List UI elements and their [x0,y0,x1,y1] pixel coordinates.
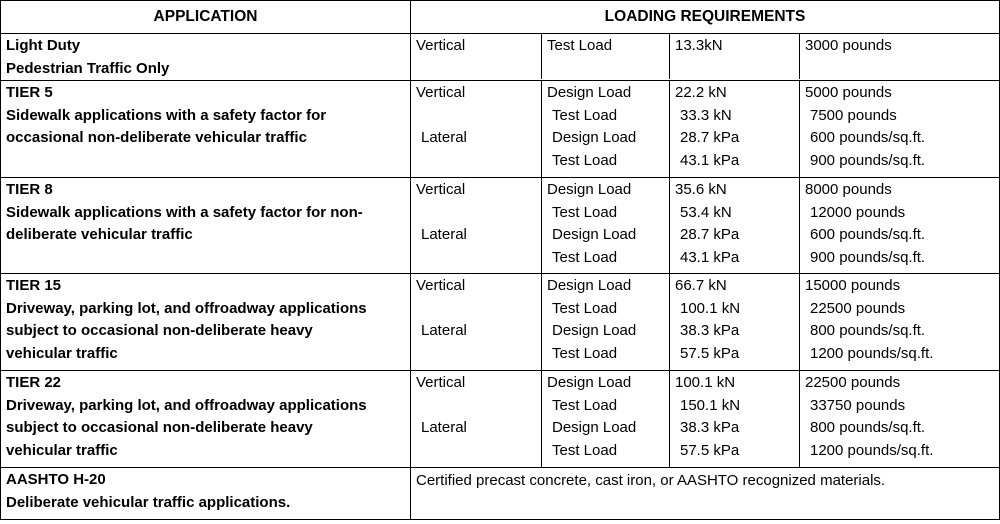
load-type-column [542,274,670,370]
requirements-grid [411,371,999,467]
imperial-value-column [800,81,999,177]
load-direction: Vertical [416,37,466,54]
table-body [1,34,1000,520]
table-row [1,468,1000,520]
imperial-value: 600 pounds/sq.ft. [810,129,926,146]
metric-value: 28.7 kPa [680,226,740,243]
metric-value: 13.3kN [675,37,723,54]
load-direction-column [411,34,542,79]
requirements-grid [411,34,999,79]
metric-value: 100.1 kN [680,299,741,317]
header-application: APPLICATION [1,1,411,34]
imperial-value: 900 pounds/sq.ft. [810,151,926,169]
metric-value-column [670,274,800,370]
load-type: Design Load [552,226,637,243]
load-direction-column [411,81,542,177]
imperial-value: 5000 pounds [805,84,892,101]
imperial-value: 22500 pounds [810,299,906,317]
load-direction [416,105,541,128]
load-type: Test Load [552,203,618,221]
imperial-value-column [800,34,999,79]
load-type: Test Load [552,299,618,317]
load-direction: Vertical [416,181,466,198]
load-type: Design Load [552,419,637,436]
load-direction-column [411,274,542,370]
requirements-cell [411,178,1000,274]
load-direction: Lateral [421,322,467,339]
application-cell [1,81,411,178]
load-type: Design Load [547,181,632,198]
application-description-line: Sidewalk applications with a safety factor for [6,106,327,124]
load-direction [416,395,541,418]
load-direction [416,58,541,80]
imperial-value: 1200 pounds/sq.ft. [810,441,934,459]
application-description-line: deliberate vehicular traffic [6,226,193,243]
application-title: TIER 5 [6,84,53,101]
load-type: Design Load [552,129,637,146]
metric-value: 38.3 kPa [680,322,740,339]
imperial-value: 600 pounds/sq.ft. [810,226,926,243]
application-description-line: Deliberate vehicular traffic applications. [6,493,291,511]
metric-value: 38.3 kPa [680,419,740,436]
imperial-value: 3000 pounds [805,37,892,54]
requirements-grid [411,178,999,273]
table-row [1,81,1000,178]
load-direction: Lateral [421,419,467,436]
metric-value [675,58,799,80]
imperial-value: 15000 pounds [805,277,901,294]
requirements-cell [411,81,1000,178]
imperial-value: 22500 pounds [805,374,901,391]
table-row [1,371,1000,468]
metric-value: 43.1 kPa [680,151,740,169]
imperial-value-column [800,274,999,370]
load-direction [416,202,541,225]
load-type: Test Load [552,344,618,362]
load-type: Design Load [547,84,632,101]
imperial-value: 8000 pounds [805,181,892,198]
metric-value-column [670,81,800,177]
metric-value-column [670,371,800,467]
metric-value-column [670,178,800,273]
application-cell [1,274,411,371]
load-type: Test Load [552,248,618,266]
metric-value-column [670,34,800,79]
load-type-column [542,81,670,177]
application-cell [1,371,411,468]
metric-value: 100.1 kN [675,374,736,391]
requirements-cell [411,274,1000,371]
load-direction: Vertical [416,374,466,391]
load-type: Design Load [552,322,637,339]
application-title: AASHTO H-20 [6,471,106,488]
application-title: TIER 15 [6,277,62,294]
application-description-line: occasional non-deliberate vehicular traffic [6,129,307,146]
load-type [547,58,669,80]
load-direction [416,247,541,270]
requirements-note: Certified precast concrete, cast iron, or AASHTO recognized materials. [411,468,1000,520]
application-description-line: vehicular traffic [6,344,118,362]
application-description-line: subject to occasional non-deliberate heavy [6,322,313,339]
requirements-grid [411,81,999,177]
load-direction [416,298,541,321]
load-direction: Lateral [421,129,467,146]
application-title: TIER 22 [6,374,62,391]
metric-value: 57.5 kPa [680,344,740,362]
metric-value: 150.1 kN [680,396,741,414]
application-title: Light Duty [6,37,81,54]
load-type: Test Load [552,396,618,414]
application-description-line: Pedestrian Traffic Only [6,59,170,77]
metric-value: 57.5 kPa [680,441,740,459]
load-direction: Vertical [416,277,466,294]
load-direction-column [411,371,542,467]
load-type: Test Load [547,37,613,54]
load-type-column [542,178,670,273]
load-type: Design Load [547,277,632,294]
metric-value: 33.3 kN [680,106,732,124]
requirements-cell [411,34,1000,81]
load-direction [416,150,541,173]
metric-value: 22.2 kN [675,84,727,101]
load-direction [416,343,541,366]
imperial-value-column [800,178,999,273]
load-type: Test Load [552,441,618,459]
application-cell [1,34,411,81]
imperial-value: 33750 pounds [810,396,906,414]
application-cell [1,178,411,274]
header-row [1,1,1000,34]
header-loading-requirements: LOADING REQUIREMENTS [411,1,1000,34]
table-row [1,34,1000,81]
imperial-value: 12000 pounds [810,203,906,221]
imperial-value: 900 pounds/sq.ft. [810,248,926,266]
application-description-line: Sidewalk applications with a safety factor for non- [6,203,363,221]
application-description-line: vehicular traffic [6,441,118,459]
requirements-cell [411,371,1000,468]
requirements-grid [411,274,999,370]
application-description-line: subject to occasional non-deliberate heavy [6,419,313,436]
imperial-value-column [800,371,999,467]
application-cell [1,468,411,520]
load-type: Test Load [552,106,618,124]
load-type: Design Load [547,374,632,391]
imperial-value: 800 pounds/sq.ft. [810,419,926,436]
application-description-line: Driveway, parking lot, and offroadway applications [6,396,367,414]
metric-value: 66.7 kN [675,277,727,294]
load-direction: Vertical [416,84,466,101]
imperial-value: 7500 pounds [810,106,897,124]
load-type: Test Load [552,151,618,169]
load-direction: Lateral [421,226,467,243]
imperial-value: 800 pounds/sq.ft. [810,322,926,339]
metric-value: 53.4 kN [680,203,732,221]
metric-value: 35.6 kN [675,181,727,198]
load-direction [416,440,541,463]
load-type-column [542,34,670,79]
table-row [1,178,1000,274]
application-title: TIER 8 [6,181,53,198]
metric-value: 43.1 kPa [680,248,740,266]
imperial-value [805,58,999,80]
load-type-column [542,371,670,467]
load-direction-column [411,178,542,273]
table-row [1,274,1000,371]
imperial-value: 1200 pounds/sq.ft. [810,344,934,362]
application-description-line: Driveway, parking lot, and offroadway applications [6,299,367,317]
metric-value: 28.7 kPa [680,129,740,146]
